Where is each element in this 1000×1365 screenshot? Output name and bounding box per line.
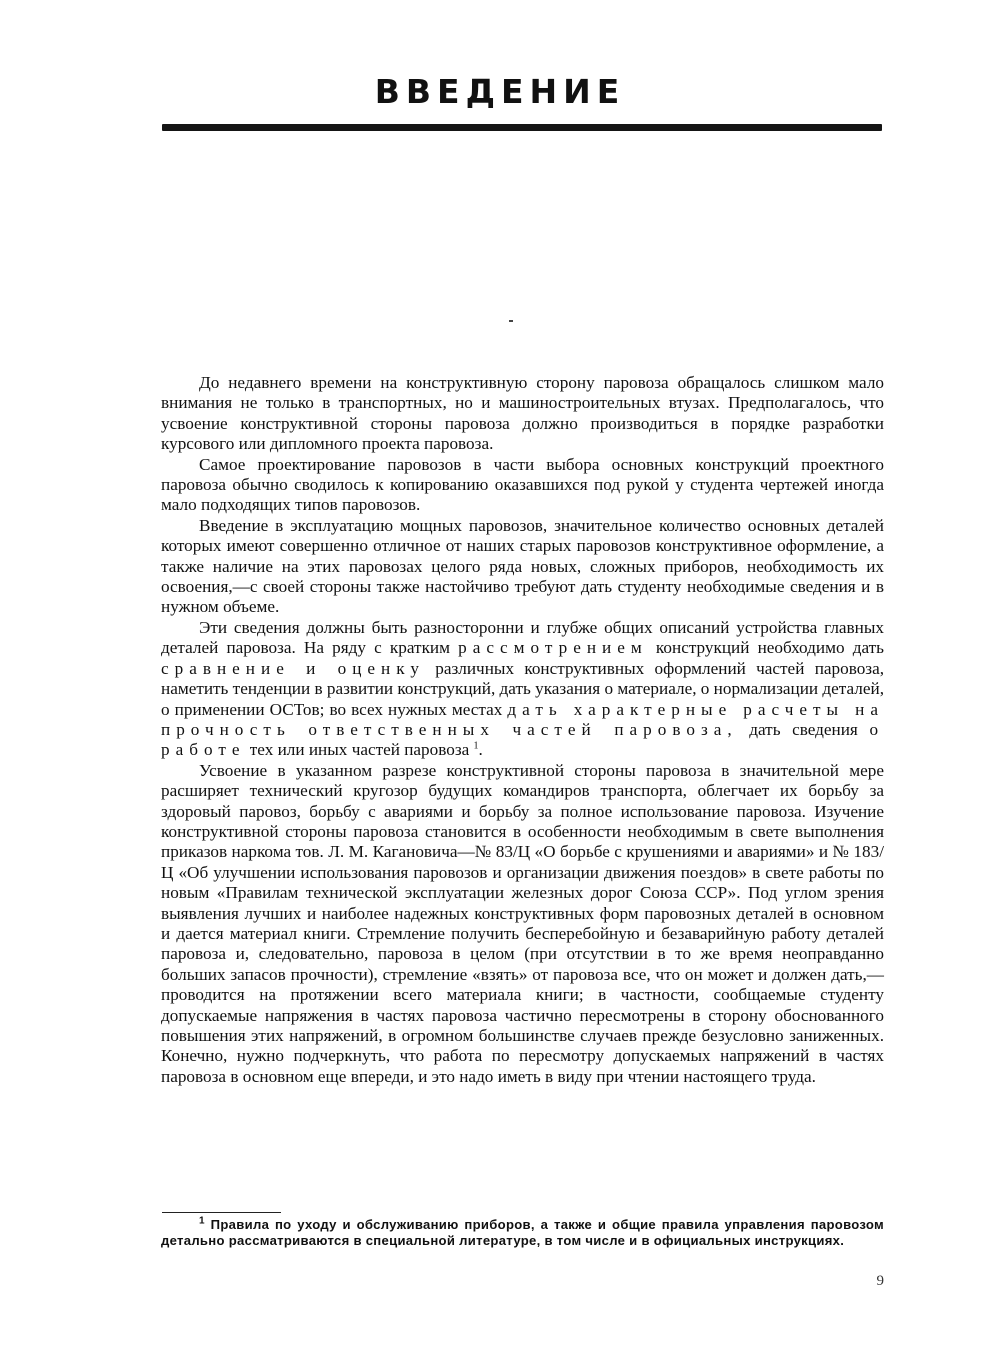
emphasis-comparison: сравнение и оценку bbox=[161, 658, 425, 678]
footnote-text: Правила по уходу и обслуживанию приборов, а также и общие правила управления паровозом детально рассматриваются в специальной литературе, в том числе и в официальных инструкциях. bbox=[161, 1217, 884, 1249]
paragraph-3: Введение в эксплуатацию мощных паровозов, значительное количество основных деталей которых имеют совершенно отличное от наших старых паровозов конструктивное оформление, а также наличие на этих паровозах целого ряда новых, сложных приборов, необходимость их освоения,—с своей стороны также настойчиво требуют дать студенту необходимые сведения и в нужном объеме. bbox=[161, 515, 884, 617]
print-speck bbox=[509, 320, 513, 322]
paragraph-4-text-1: Эти сведения должны быть разносторонни и глубже общих описаний устройства главных деталей паровоза. На ряду с кратким bbox=[161, 617, 884, 658]
footnote-rule bbox=[162, 1212, 281, 1213]
paragraph-4-text-3: различных конструктивных оформлений частей паровоза, наметить тенденции в развитии конструкций, дать указания о материале, о нормализации деталей, о применении ОСТов; во всех нужных местах bbox=[161, 658, 885, 719]
emphasis-review: рассмотрением bbox=[458, 638, 648, 658]
paragraph-4-text-2: конструкций необходимо дать bbox=[655, 638, 885, 658]
chapter-title: ВВЕДЕНИЕ bbox=[374, 72, 626, 111]
paragraph-5: Усвоение в указанном разрезе конструктивной стороны паровоза в значительной мере расширяет технический кругозор будущих командиров транспорта, облегчает их борьбу за здоровый паровоз, борьбу с авариями и борьбу за полное использование паровоза. Изучение конструктивной стороны паровоза становится в особенности необходимым в свете выполнения приказов наркома тов. Л. М. Кагановича—№ 83/Ц «О борьбе с крушениями и авариями» и № 183/Ц «Об улучшении использования паровозов и организации движения поездов» в свете работы по новым «Правилам технической эксплуатации железных дорог Союза ССР». Под углом зрения выявления лучших и наиболее надежных конструктивных форм паровозных деталей в основном и дается материал книги. Стремление получить бесперебойную и безаварийную работу деталей паровоза и, следовательно, паровоза в целом (при отсутствии в то же время неоправданно больших запасов прочности), стремление «взять» от паровоза все, что он может и должен дать,—проводится на протяжении всего материала книги; в частности, сообщаемые студенту допускаемые напряжения в частях паровоза частично пересмотрены в сторону обоснованного повышения этих напряжений, в огромном большинстве случаев прежде безусловно заниженных. Конечно, нужно подчеркнуть, что работа по пересмотру допускаемых напряжений в частях паровоза в основном еще впереди, и это надо иметь в виду при чтении настоящего труда. bbox=[161, 760, 884, 1086]
paragraph-4-text-5: тех или иных частей паровоза bbox=[249, 740, 470, 760]
paragraph-1: До недавнего времени на конструктивную сторону паровоза обращалось слишком мало внимания не только в транспортных, но и машиностроительных втузах. Предполагалось, что усвоение конструктивной стороны паровоза должно производиться в порядке разработки курсового или дипломного проекта паровоза. bbox=[161, 373, 884, 454]
footnote-reference: 1 bbox=[473, 740, 479, 752]
body-text bbox=[161, 373, 884, 1087]
paragraph-4-end: . bbox=[478, 740, 483, 760]
footnote bbox=[161, 1217, 884, 1249]
emphasis-operation: о работе bbox=[161, 719, 885, 760]
emphasis-calculations: дать характерные расчеты на прочность ответственных частей паровоза, bbox=[161, 699, 884, 739]
paragraph-2: Самое проектирование паровозов в части выбора основных конструкций проектного паровоза обычно сводилось к копированию оказавшихся под рукой у студента чертежей иногда мало подходящих типов паровозов. bbox=[161, 454, 884, 515]
paragraph-4 bbox=[161, 618, 884, 761]
footnote-mark: 1 bbox=[199, 1215, 205, 1227]
page-number: 9 bbox=[876, 1273, 884, 1289]
title-rule bbox=[162, 124, 882, 131]
paragraph-4-text-4: дать сведения bbox=[749, 719, 858, 739]
